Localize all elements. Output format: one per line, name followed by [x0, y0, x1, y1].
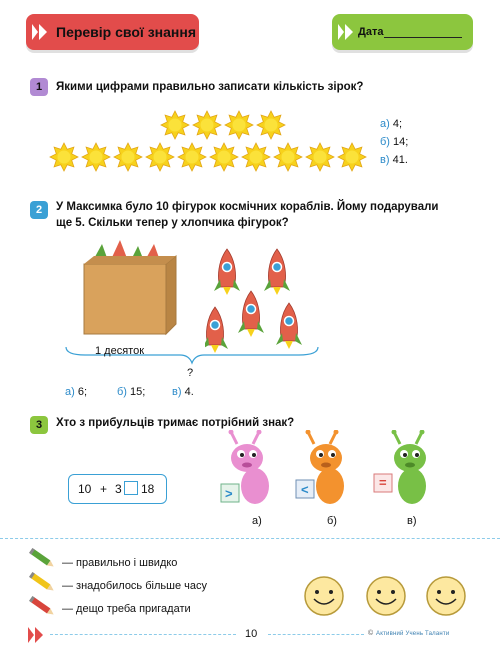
- rockets-group: [205, 245, 305, 355]
- task-number-2: 2: [30, 201, 48, 219]
- task2-option-b[interactable]: б) 15;: [117, 386, 146, 398]
- publisher-logo: Активний Учень Таланти: [376, 631, 450, 637]
- star: [82, 143, 110, 171]
- footer-dash-left: [50, 634, 236, 635]
- red-pencil-icon: [28, 596, 58, 618]
- box-label: 1 десяток: [95, 345, 145, 357]
- rocket: [276, 303, 302, 349]
- page-title: Перевір свої знання: [56, 24, 196, 40]
- star: [161, 111, 189, 139]
- smiley-icon[interactable]: [364, 574, 408, 618]
- rocket: [238, 291, 264, 337]
- alien-c-label: в): [407, 515, 417, 527]
- header-title-tab: [26, 14, 199, 50]
- star: [193, 111, 221, 139]
- alien-b-sign: <: [301, 482, 309, 497]
- task-number-1: 1: [30, 78, 48, 96]
- task-number-3: 3: [30, 416, 48, 434]
- star: [114, 143, 142, 171]
- star: [338, 143, 366, 171]
- star: [225, 111, 253, 139]
- star: [257, 111, 285, 139]
- legend-yellow: — знадобилось більше часу: [62, 580, 207, 592]
- alien-a-sign: >: [225, 486, 233, 501]
- alien-c[interactable]: [370, 430, 440, 510]
- green-pencil-icon: [28, 548, 58, 570]
- expression-box: [68, 474, 167, 504]
- double-arrow-icon: [30, 22, 50, 42]
- alien-a-label: а): [252, 515, 262, 527]
- star: [146, 143, 174, 171]
- legend-green: — правильно і швидко: [62, 557, 178, 569]
- date-tab: [332, 14, 473, 50]
- divider: [0, 538, 500, 539]
- alien-b[interactable]: [290, 430, 354, 510]
- question-mark: ?: [187, 367, 194, 379]
- expr-right: 18: [141, 482, 155, 496]
- task2-option-a[interactable]: а) 6;: [65, 386, 88, 398]
- star: [178, 143, 206, 171]
- rocket: [214, 249, 240, 295]
- date-input-line[interactable]: [384, 37, 462, 38]
- legend-red: — дещо треба пригадати: [62, 603, 191, 615]
- star: [50, 143, 78, 171]
- task2-question-line1: У Максимка було 10 фігурок космічних кораблів. Йому подарували: [56, 201, 439, 213]
- alien-a[interactable]: [215, 430, 275, 510]
- expr-left: 10: [78, 482, 92, 496]
- task2-question-line2: ще 5. Скільки тепер у хлопчика фігурок?: [56, 217, 289, 229]
- expr-op: +: [100, 482, 108, 496]
- copyright-sign: ©: [368, 630, 374, 637]
- star: [242, 143, 270, 171]
- footer-arrow-icon: [26, 626, 46, 644]
- date-label: Дата: [358, 26, 384, 38]
- smiley-icon[interactable]: [424, 574, 468, 618]
- star: [306, 143, 334, 171]
- alien-c-sign: =: [379, 475, 387, 490]
- expr-middle: 3: [115, 482, 122, 496]
- task1-option-a[interactable]: а) 4;: [380, 118, 403, 130]
- task2-option-c[interactable]: в) 4.: [172, 386, 194, 398]
- yellow-pencil-icon: [28, 572, 58, 594]
- page-number: 10: [245, 628, 258, 640]
- rocket: [264, 249, 290, 295]
- smiley-icon[interactable]: [302, 574, 346, 618]
- star: [210, 143, 238, 171]
- task1-option-c[interactable]: в) 41.: [380, 154, 408, 166]
- answer-box[interactable]: [124, 481, 138, 495]
- task1-option-b[interactable]: б) 14;: [380, 136, 409, 148]
- box-with-rockets: [80, 238, 180, 338]
- star: [274, 143, 302, 171]
- double-arrow-icon: [336, 22, 356, 42]
- alien-b-label: б): [327, 515, 337, 527]
- footer-dash-right: [268, 634, 364, 635]
- task1-question: Якими цифрами правильно записати кількість зірок?: [56, 81, 364, 93]
- task3-question: Хто з прибульців тримає потрібний знак?: [56, 417, 295, 429]
- stars-group: [40, 105, 380, 180]
